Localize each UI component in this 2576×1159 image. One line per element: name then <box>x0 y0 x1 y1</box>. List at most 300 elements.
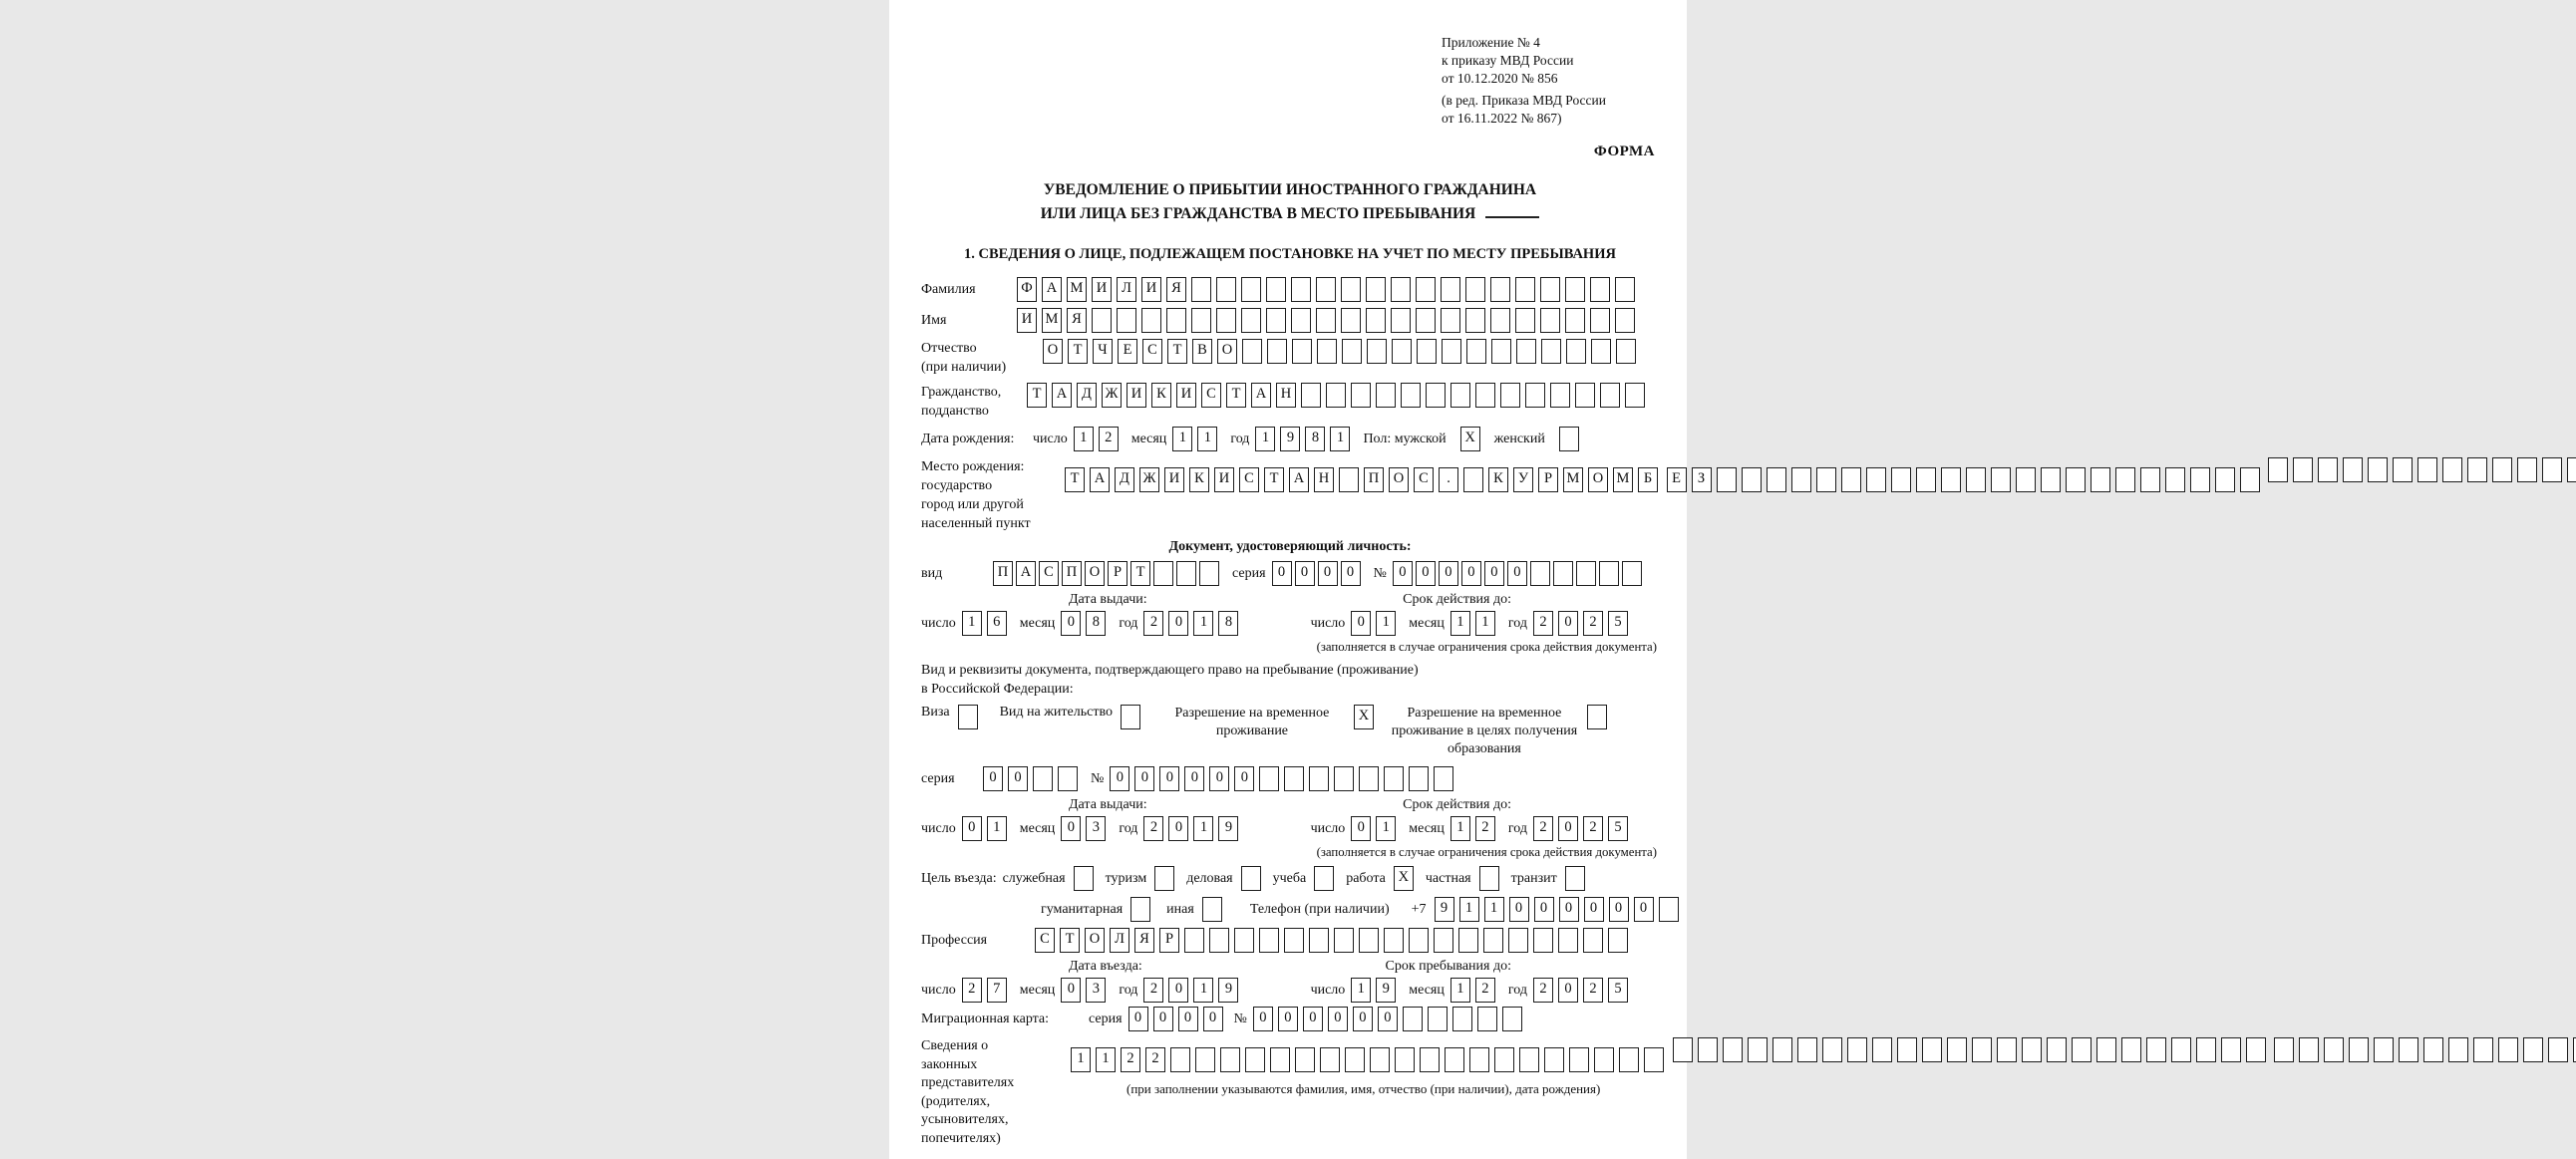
form-cell[interactable] <box>2121 1037 2141 1062</box>
form-cell[interactable] <box>1170 1047 1190 1072</box>
form-cell[interactable] <box>1259 928 1279 953</box>
form-cell[interactable] <box>1339 467 1359 492</box>
purpose-other-checkbox[interactable] <box>1202 897 1222 922</box>
form-cell[interactable]: Р <box>1159 928 1179 953</box>
purpose-private-checkbox[interactable] <box>1479 866 1499 891</box>
form-cell[interactable]: 2 <box>1475 816 1495 841</box>
form-cell[interactable]: Т <box>1167 339 1187 364</box>
form-cell[interactable] <box>1565 277 1585 302</box>
form-cell[interactable]: И <box>1092 277 1112 302</box>
form-cell[interactable] <box>2041 467 2061 492</box>
form-cell[interactable] <box>1209 928 1229 953</box>
form-cell[interactable]: 5 <box>1608 611 1628 636</box>
form-cell[interactable]: Т <box>1027 383 1047 408</box>
form-cell[interactable]: 2 <box>1099 427 1119 451</box>
form-cell[interactable]: 9 <box>1280 427 1300 451</box>
form-cell[interactable]: 9 <box>1435 897 1454 922</box>
form-cell[interactable] <box>2240 467 2260 492</box>
form-cell[interactable] <box>2146 1037 2166 1062</box>
form-cell[interactable] <box>1540 277 1560 302</box>
form-cell[interactable] <box>1176 561 1196 586</box>
form-cell[interactable] <box>2448 1037 2468 1062</box>
form-cell[interactable]: 0 <box>1509 897 1529 922</box>
form-cell[interactable] <box>2115 467 2135 492</box>
form-cell[interactable]: О <box>1217 339 1237 364</box>
form-cell[interactable] <box>1270 1047 1290 1072</box>
form-cell[interactable]: 2 <box>1583 611 1603 636</box>
form-cell[interactable] <box>1153 561 1173 586</box>
form-cell[interactable] <box>1997 1037 2017 1062</box>
form-cell[interactable] <box>1569 1047 1589 1072</box>
form-cell[interactable] <box>2171 1037 2191 1062</box>
form-cell[interactable]: 1 <box>1484 897 1504 922</box>
form-cell[interactable]: О <box>1085 561 1105 586</box>
form-cell[interactable]: 1 <box>1197 427 1217 451</box>
form-cell[interactable]: 1 <box>1450 978 1470 1003</box>
form-cell[interactable] <box>1772 1037 1792 1062</box>
form-cell[interactable] <box>1891 467 1911 492</box>
form-cell[interactable] <box>2368 457 2388 482</box>
form-cell[interactable] <box>1515 277 1535 302</box>
form-cell[interactable]: 0 <box>1209 766 1229 791</box>
form-cell[interactable]: 1 <box>1193 816 1213 841</box>
form-cell[interactable]: Л <box>1110 928 1129 953</box>
form-cell[interactable] <box>1220 1047 1240 1072</box>
form-cell[interactable] <box>2072 1037 2092 1062</box>
form-cell[interactable]: 0 <box>1351 816 1371 841</box>
form-cell[interactable] <box>1245 1047 1265 1072</box>
form-cell[interactable] <box>2523 1037 2543 1062</box>
form-cell[interactable] <box>1519 1047 1539 1072</box>
form-cell[interactable]: С <box>1039 561 1059 586</box>
form-cell[interactable] <box>1395 1047 1415 1072</box>
female-checkbox[interactable] <box>1559 427 1579 451</box>
form-cell[interactable]: 0 <box>1507 561 1527 586</box>
form-cell[interactable] <box>2548 1037 2568 1062</box>
form-cell[interactable] <box>1575 383 1595 408</box>
form-cell[interactable] <box>1540 308 1560 333</box>
form-cell[interactable] <box>1341 277 1361 302</box>
form-cell[interactable] <box>1426 383 1446 408</box>
form-cell[interactable] <box>1615 277 1635 302</box>
form-cell[interactable]: К <box>1189 467 1209 492</box>
form-cell[interactable]: Е <box>1667 467 1687 492</box>
form-cell[interactable]: 0 <box>1351 611 1371 636</box>
form-cell[interactable]: 1 <box>1376 816 1396 841</box>
form-cell[interactable]: 0 <box>1253 1007 1273 1031</box>
form-cell[interactable]: 6 <box>987 611 1007 636</box>
form-cell[interactable]: О <box>1389 467 1409 492</box>
form-cell[interactable] <box>1326 383 1346 408</box>
form-cell[interactable] <box>1966 467 1986 492</box>
form-cell[interactable] <box>1241 277 1261 302</box>
form-cell[interactable] <box>2066 467 2086 492</box>
residence-permit-checkbox[interactable] <box>1121 705 1140 729</box>
form-cell[interactable] <box>1583 928 1603 953</box>
form-cell[interactable] <box>1234 928 1254 953</box>
form-cell[interactable]: 0 <box>962 816 982 841</box>
form-cell[interactable] <box>2165 467 2185 492</box>
form-cell[interactable] <box>2517 457 2537 482</box>
form-cell[interactable] <box>1477 1007 1497 1031</box>
form-cell[interactable]: 5 <box>1608 816 1628 841</box>
form-cell[interactable]: 1 <box>1376 611 1396 636</box>
form-cell[interactable] <box>1558 928 1578 953</box>
form-cell[interactable]: 1 <box>1193 978 1213 1003</box>
form-cell[interactable] <box>1366 277 1386 302</box>
form-cell[interactable]: А <box>1052 383 1072 408</box>
form-cell[interactable]: 0 <box>1634 897 1654 922</box>
form-cell[interactable] <box>1376 383 1396 408</box>
form-cell[interactable] <box>1403 1007 1423 1031</box>
form-cell[interactable]: 0 <box>1303 1007 1323 1031</box>
form-cell[interactable] <box>1334 766 1354 791</box>
form-cell[interactable] <box>1616 339 1636 364</box>
visa-checkbox[interactable] <box>958 705 978 729</box>
form-cell[interactable]: 0 <box>1484 561 1504 586</box>
form-cell[interactable]: 1 <box>1450 816 1470 841</box>
form-cell[interactable]: Б <box>1638 467 1658 492</box>
form-cell[interactable] <box>1370 1047 1390 1072</box>
purpose-tourism-checkbox[interactable] <box>1154 866 1174 891</box>
form-cell[interactable] <box>1284 928 1304 953</box>
form-cell[interactable]: 1 <box>1351 978 1371 1003</box>
form-cell[interactable] <box>1295 1047 1315 1072</box>
form-cell[interactable] <box>2423 1037 2443 1062</box>
form-cell[interactable] <box>2473 1037 2493 1062</box>
form-cell[interactable] <box>1590 308 1610 333</box>
form-cell[interactable]: 2 <box>1143 816 1163 841</box>
form-cell[interactable] <box>2324 1037 2344 1062</box>
form-cell[interactable]: З <box>1692 467 1712 492</box>
form-cell[interactable] <box>1797 1037 1817 1062</box>
form-cell[interactable]: 1 <box>1459 897 1479 922</box>
form-cell[interactable] <box>1922 1037 1942 1062</box>
form-cell[interactable]: А <box>1042 277 1062 302</box>
form-cell[interactable] <box>1291 277 1311 302</box>
form-cell[interactable]: Я <box>1067 308 1087 333</box>
form-cell[interactable] <box>1847 1037 1867 1062</box>
form-cell[interactable] <box>2196 1037 2216 1062</box>
form-cell[interactable] <box>1334 928 1354 953</box>
form-cell[interactable] <box>2498 1037 2518 1062</box>
form-cell[interactable] <box>1594 1047 1614 1072</box>
purpose-humanitarian-checkbox[interactable] <box>1130 897 1150 922</box>
form-cell[interactable]: 0 <box>1328 1007 1348 1031</box>
form-cell[interactable]: 3 <box>1086 978 1106 1003</box>
form-cell[interactable]: 0 <box>1278 1007 1298 1031</box>
form-cell[interactable] <box>1619 1047 1639 1072</box>
form-cell[interactable] <box>2215 467 2235 492</box>
form-cell[interactable] <box>1058 766 1078 791</box>
form-cell[interactable] <box>1717 467 1737 492</box>
form-cell[interactable] <box>1428 1007 1448 1031</box>
form-cell[interactable]: 0 <box>1272 561 1292 586</box>
form-cell[interactable]: 1 <box>1330 427 1350 451</box>
form-cell[interactable] <box>1673 1037 1693 1062</box>
form-cell[interactable]: О <box>1085 928 1105 953</box>
form-cell[interactable] <box>1309 928 1329 953</box>
form-cell[interactable]: 7 <box>987 978 1007 1003</box>
form-cell[interactable] <box>2221 1037 2241 1062</box>
form-cell[interactable]: 1 <box>962 611 982 636</box>
form-cell[interactable] <box>1384 766 1404 791</box>
form-cell[interactable] <box>1791 467 1811 492</box>
form-cell[interactable]: 0 <box>1295 561 1315 586</box>
form-cell[interactable] <box>2467 457 2487 482</box>
form-cell[interactable]: 2 <box>1533 816 1553 841</box>
form-cell[interactable] <box>1465 277 1485 302</box>
form-cell[interactable] <box>1591 339 1611 364</box>
form-cell[interactable] <box>2343 457 2363 482</box>
form-cell[interactable] <box>1434 928 1453 953</box>
form-cell[interactable]: 0 <box>1153 1007 1173 1031</box>
form-cell[interactable]: . <box>1439 467 1458 492</box>
form-cell[interactable] <box>2492 457 2512 482</box>
form-cell[interactable] <box>1515 308 1535 333</box>
form-cell[interactable] <box>1841 467 1861 492</box>
form-cell[interactable] <box>1723 1037 1743 1062</box>
form-cell[interactable] <box>1748 1037 1768 1062</box>
form-cell[interactable] <box>1767 467 1786 492</box>
form-cell[interactable] <box>1242 339 1262 364</box>
form-cell[interactable] <box>1644 1047 1664 1072</box>
form-cell[interactable]: 0 <box>1234 766 1254 791</box>
form-cell[interactable] <box>1494 1047 1514 1072</box>
form-cell[interactable]: П <box>993 561 1013 586</box>
form-cell[interactable] <box>1525 383 1545 408</box>
form-cell[interactable] <box>1284 766 1304 791</box>
form-cell[interactable]: Ж <box>1102 383 1122 408</box>
form-cell[interactable] <box>1420 1047 1440 1072</box>
form-cell[interactable] <box>1292 339 1312 364</box>
form-cell[interactable] <box>1491 339 1511 364</box>
form-cell[interactable]: У <box>1513 467 1533 492</box>
form-cell[interactable] <box>2293 457 2313 482</box>
form-cell[interactable] <box>2393 457 2413 482</box>
form-cell[interactable] <box>1416 277 1436 302</box>
form-cell[interactable]: Т <box>1130 561 1150 586</box>
form-cell[interactable] <box>1698 1037 1718 1062</box>
form-cell[interactable]: 0 <box>1008 766 1028 791</box>
form-cell[interactable] <box>1553 561 1573 586</box>
form-cell[interactable]: А <box>1090 467 1110 492</box>
form-cell[interactable]: И <box>1214 467 1234 492</box>
form-cell[interactable]: А <box>1251 383 1271 408</box>
form-cell[interactable] <box>1897 1037 1917 1062</box>
form-cell[interactable]: А <box>1016 561 1036 586</box>
form-cell[interactable]: 0 <box>1203 1007 1223 1031</box>
form-cell[interactable]: И <box>1127 383 1146 408</box>
form-cell[interactable]: М <box>1042 308 1062 333</box>
form-cell[interactable] <box>2016 467 2036 492</box>
form-cell[interactable]: Р <box>1538 467 1558 492</box>
form-cell[interactable] <box>1367 339 1387 364</box>
form-cell[interactable] <box>2349 1037 2369 1062</box>
form-cell[interactable]: Н <box>1276 383 1296 408</box>
form-cell[interactable]: И <box>1176 383 1196 408</box>
form-cell[interactable] <box>1466 339 1486 364</box>
form-cell[interactable]: Н <box>1314 467 1334 492</box>
form-cell[interactable] <box>1441 277 1460 302</box>
purpose-commercial-checkbox[interactable] <box>1241 866 1261 891</box>
form-cell[interactable] <box>1216 308 1236 333</box>
temp-residence-checkbox[interactable]: X <box>1354 705 1374 729</box>
form-cell[interactable]: Л <box>1117 277 1136 302</box>
form-cell[interactable] <box>1941 467 1961 492</box>
form-cell[interactable]: М <box>1563 467 1583 492</box>
form-cell[interactable]: Т <box>1264 467 1284 492</box>
form-cell[interactable] <box>1442 339 1461 364</box>
form-cell[interactable]: 0 <box>1534 897 1554 922</box>
form-cell[interactable] <box>1565 308 1585 333</box>
form-cell[interactable] <box>1452 1007 1472 1031</box>
form-cell[interactable]: 2 <box>1143 611 1163 636</box>
form-cell[interactable]: А <box>1289 467 1309 492</box>
form-cell[interactable]: 1 <box>1074 427 1094 451</box>
form-cell[interactable] <box>1463 467 1483 492</box>
form-cell[interactable]: Ж <box>1139 467 1159 492</box>
form-cell[interactable] <box>1530 561 1550 586</box>
form-cell[interactable] <box>2096 1037 2116 1062</box>
form-cell[interactable] <box>1483 928 1503 953</box>
form-cell[interactable] <box>1458 928 1478 953</box>
form-cell[interactable]: 2 <box>1475 978 1495 1003</box>
form-cell[interactable]: 0 <box>1134 766 1154 791</box>
form-cell[interactable]: 0 <box>983 766 1003 791</box>
purpose-transit-checkbox[interactable] <box>1565 866 1585 891</box>
form-cell[interactable]: И <box>1017 308 1037 333</box>
form-cell[interactable]: Т <box>1226 383 1246 408</box>
form-cell[interactable] <box>1191 308 1211 333</box>
form-cell[interactable]: С <box>1239 467 1259 492</box>
form-cell[interactable]: 0 <box>1128 1007 1148 1031</box>
form-cell[interactable] <box>1320 1047 1340 1072</box>
form-cell[interactable]: 5 <box>1608 978 1628 1003</box>
form-cell[interactable] <box>1409 928 1429 953</box>
form-cell[interactable]: 0 <box>1416 561 1436 586</box>
form-cell[interactable] <box>1866 467 1886 492</box>
form-cell[interactable] <box>1590 277 1610 302</box>
form-cell[interactable]: 1 <box>1255 427 1275 451</box>
form-cell[interactable]: 0 <box>1378 1007 1398 1031</box>
form-cell[interactable] <box>1490 308 1510 333</box>
form-cell[interactable]: 0 <box>1558 978 1578 1003</box>
form-cell[interactable]: 0 <box>1061 978 1081 1003</box>
form-cell[interactable] <box>1033 766 1053 791</box>
male-checkbox[interactable]: X <box>1460 427 1480 451</box>
form-cell[interactable]: 1 <box>1172 427 1192 451</box>
form-cell[interactable]: 0 <box>1558 816 1578 841</box>
form-cell[interactable]: К <box>1488 467 1508 492</box>
form-cell[interactable] <box>1342 339 1362 364</box>
form-cell[interactable] <box>1550 383 1570 408</box>
form-cell[interactable] <box>1972 1037 1992 1062</box>
form-cell[interactable] <box>1450 383 1470 408</box>
form-cell[interactable] <box>1341 308 1361 333</box>
form-cell[interactable] <box>1566 339 1586 364</box>
form-cell[interactable] <box>1490 277 1510 302</box>
form-cell[interactable]: 0 <box>1168 611 1188 636</box>
form-cell[interactable] <box>1259 766 1279 791</box>
form-cell[interactable] <box>1615 308 1635 333</box>
form-cell[interactable]: Т <box>1060 928 1080 953</box>
form-cell[interactable]: И <box>1164 467 1184 492</box>
form-cell[interactable] <box>1469 1047 1489 1072</box>
form-cell[interactable]: О <box>1043 339 1063 364</box>
form-cell[interactable] <box>1947 1037 1967 1062</box>
form-cell[interactable] <box>1742 467 1762 492</box>
form-cell[interactable] <box>1241 308 1261 333</box>
form-cell[interactable] <box>1359 766 1379 791</box>
form-cell[interactable] <box>1384 928 1404 953</box>
form-cell[interactable]: 0 <box>1558 611 1578 636</box>
form-cell[interactable] <box>1266 277 1286 302</box>
form-cell[interactable] <box>1166 308 1186 333</box>
form-cell[interactable] <box>1659 897 1679 922</box>
form-cell[interactable] <box>1916 467 1936 492</box>
form-cell[interactable] <box>1576 561 1596 586</box>
form-cell[interactable] <box>1516 339 1536 364</box>
form-cell[interactable] <box>2091 467 2110 492</box>
form-cell[interactable] <box>1351 383 1371 408</box>
form-cell[interactable]: 9 <box>1218 816 1238 841</box>
form-cell[interactable] <box>1301 383 1321 408</box>
form-cell[interactable]: Д <box>1077 383 1097 408</box>
form-cell[interactable] <box>1266 308 1286 333</box>
form-cell[interactable]: 2 <box>1533 611 1553 636</box>
form-cell[interactable] <box>2318 457 2338 482</box>
form-cell[interactable]: М <box>1067 277 1087 302</box>
form-cell[interactable]: И <box>1141 277 1161 302</box>
form-cell[interactable] <box>1199 561 1219 586</box>
form-cell[interactable]: Я <box>1134 928 1154 953</box>
form-cell[interactable] <box>1401 383 1421 408</box>
form-cell[interactable] <box>1141 308 1161 333</box>
form-cell[interactable]: 0 <box>1178 1007 1198 1031</box>
form-cell[interactable] <box>1434 766 1453 791</box>
form-cell[interactable] <box>1309 766 1329 791</box>
form-cell[interactable]: 2 <box>1533 978 1553 1003</box>
form-cell[interactable] <box>1816 467 1836 492</box>
form-cell[interactable]: 8 <box>1218 611 1238 636</box>
form-cell[interactable] <box>1267 339 1287 364</box>
form-cell[interactable] <box>1441 308 1460 333</box>
form-cell[interactable]: 9 <box>1218 978 1238 1003</box>
form-cell[interactable] <box>1502 1007 1522 1031</box>
form-cell[interactable]: С <box>1414 467 1434 492</box>
form-cell[interactable] <box>1191 277 1211 302</box>
form-cell[interactable] <box>2047 1037 2067 1062</box>
form-cell[interactable] <box>1500 383 1520 408</box>
form-cell[interactable]: Ф <box>1017 277 1037 302</box>
form-cell[interactable] <box>1195 1047 1215 1072</box>
form-cell[interactable] <box>2442 457 2462 482</box>
form-cell[interactable]: 0 <box>1159 766 1179 791</box>
form-cell[interactable]: 2 <box>962 978 982 1003</box>
form-cell[interactable]: 0 <box>1061 816 1081 841</box>
form-cell[interactable]: В <box>1192 339 1212 364</box>
form-cell[interactable]: 8 <box>1305 427 1325 451</box>
form-cell[interactable]: 0 <box>1184 766 1204 791</box>
purpose-work-checkbox[interactable]: X <box>1394 866 1414 891</box>
form-cell[interactable] <box>2246 1037 2266 1062</box>
form-cell[interactable]: Т <box>1065 467 1085 492</box>
form-cell[interactable] <box>1392 339 1412 364</box>
form-cell[interactable]: 0 <box>1318 561 1338 586</box>
form-cell[interactable] <box>2022 1037 2042 1062</box>
form-cell[interactable]: С <box>1035 928 1055 953</box>
